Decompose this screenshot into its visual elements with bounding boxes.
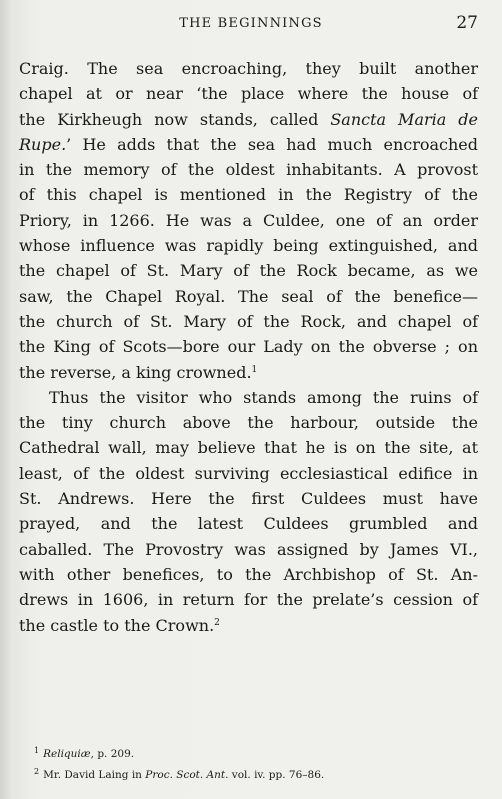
text-line: in the memory of the oldest inhabitants. A provost bbox=[19, 160, 478, 180]
footnotes bbox=[34, 742, 474, 784]
italic-title: Rupe. bbox=[19, 134, 67, 154]
footnote-mark: 2 bbox=[34, 767, 40, 776]
text-line: drews in 1606, in return for the prelate’s cession of bbox=[19, 590, 478, 610]
text-line: prayed, and the latest Culdees grumbled and bbox=[19, 514, 478, 534]
text-line: whose influence was rapidly being extinguished, and bbox=[19, 236, 478, 256]
text-line: chapel at or near ‘the place where the house of bbox=[19, 84, 478, 104]
text-line: caballed. The Provostry was assigned by James VI., bbox=[19, 539, 478, 559]
running-title: THE BEGINNINGS bbox=[179, 16, 323, 31]
text-line: of this chapel is mentioned in the Registry of the bbox=[19, 185, 478, 205]
italic-title: Sancta Maria de bbox=[330, 109, 478, 129]
footnote-text: vol. iv. pp. 76–86. bbox=[228, 769, 325, 781]
text-run: He adds that the sea had much encroached bbox=[82, 134, 479, 154]
text-line: the church of St. Mary of the Rock, and chapel of bbox=[19, 311, 478, 331]
footnote-mark: 1 bbox=[34, 746, 40, 755]
text-line: least, of the oldest surviving ecclesiastical edifice in bbox=[19, 463, 478, 483]
running-head bbox=[0, 13, 502, 37]
footnote-italic: Proc. Scot. Ant. bbox=[145, 769, 229, 781]
footnote-text: , p. 209. bbox=[90, 748, 135, 760]
text-line: Thus the visitor who stands among the ruins of bbox=[49, 387, 478, 407]
text-line bbox=[19, 613, 478, 638]
text-line: with other benefices, to the Archbishop of St. An- bbox=[19, 564, 478, 584]
text-line: Priory, in 1266. He was a Culdee, one of an order bbox=[19, 210, 478, 230]
footnote-reference: 2 bbox=[214, 617, 220, 628]
text-line: the tiny church above the harbour, outside the bbox=[19, 413, 478, 433]
text-line: saw, the Chapel Royal. The seal of the benefice— bbox=[19, 286, 478, 306]
text-line bbox=[19, 132, 478, 157]
footnote bbox=[34, 742, 474, 763]
text-line: St. Andrews. Here the first Culdees must have bbox=[19, 489, 478, 509]
text-run: the Kirkheugh now stands, called bbox=[19, 109, 331, 129]
body-text bbox=[19, 56, 478, 638]
footnote-text: Mr. David Laing in bbox=[43, 769, 146, 781]
text-line: Craig. The sea encroaching, they built another bbox=[19, 59, 478, 78]
page-number: 27 bbox=[456, 13, 478, 33]
text-line: Cathedral wall, may believe that he is on the site, at bbox=[19, 438, 478, 458]
footnote-reference: 1 bbox=[251, 364, 258, 375]
text-run: the castle to the Crown. bbox=[19, 615, 215, 635]
text-run: ’ bbox=[66, 134, 83, 154]
footnote-italic: Reliquiæ bbox=[43, 748, 91, 760]
text-line: the King of Scots—bore our Lady on the obverse ; on bbox=[19, 337, 478, 357]
text-line bbox=[19, 360, 478, 385]
text-run: the reverse, a king crowned. bbox=[19, 362, 252, 382]
text-line: the chapel of St. Mary of the Rock became, as we bbox=[19, 261, 478, 281]
footnote bbox=[34, 763, 474, 784]
text-line bbox=[19, 107, 478, 132]
